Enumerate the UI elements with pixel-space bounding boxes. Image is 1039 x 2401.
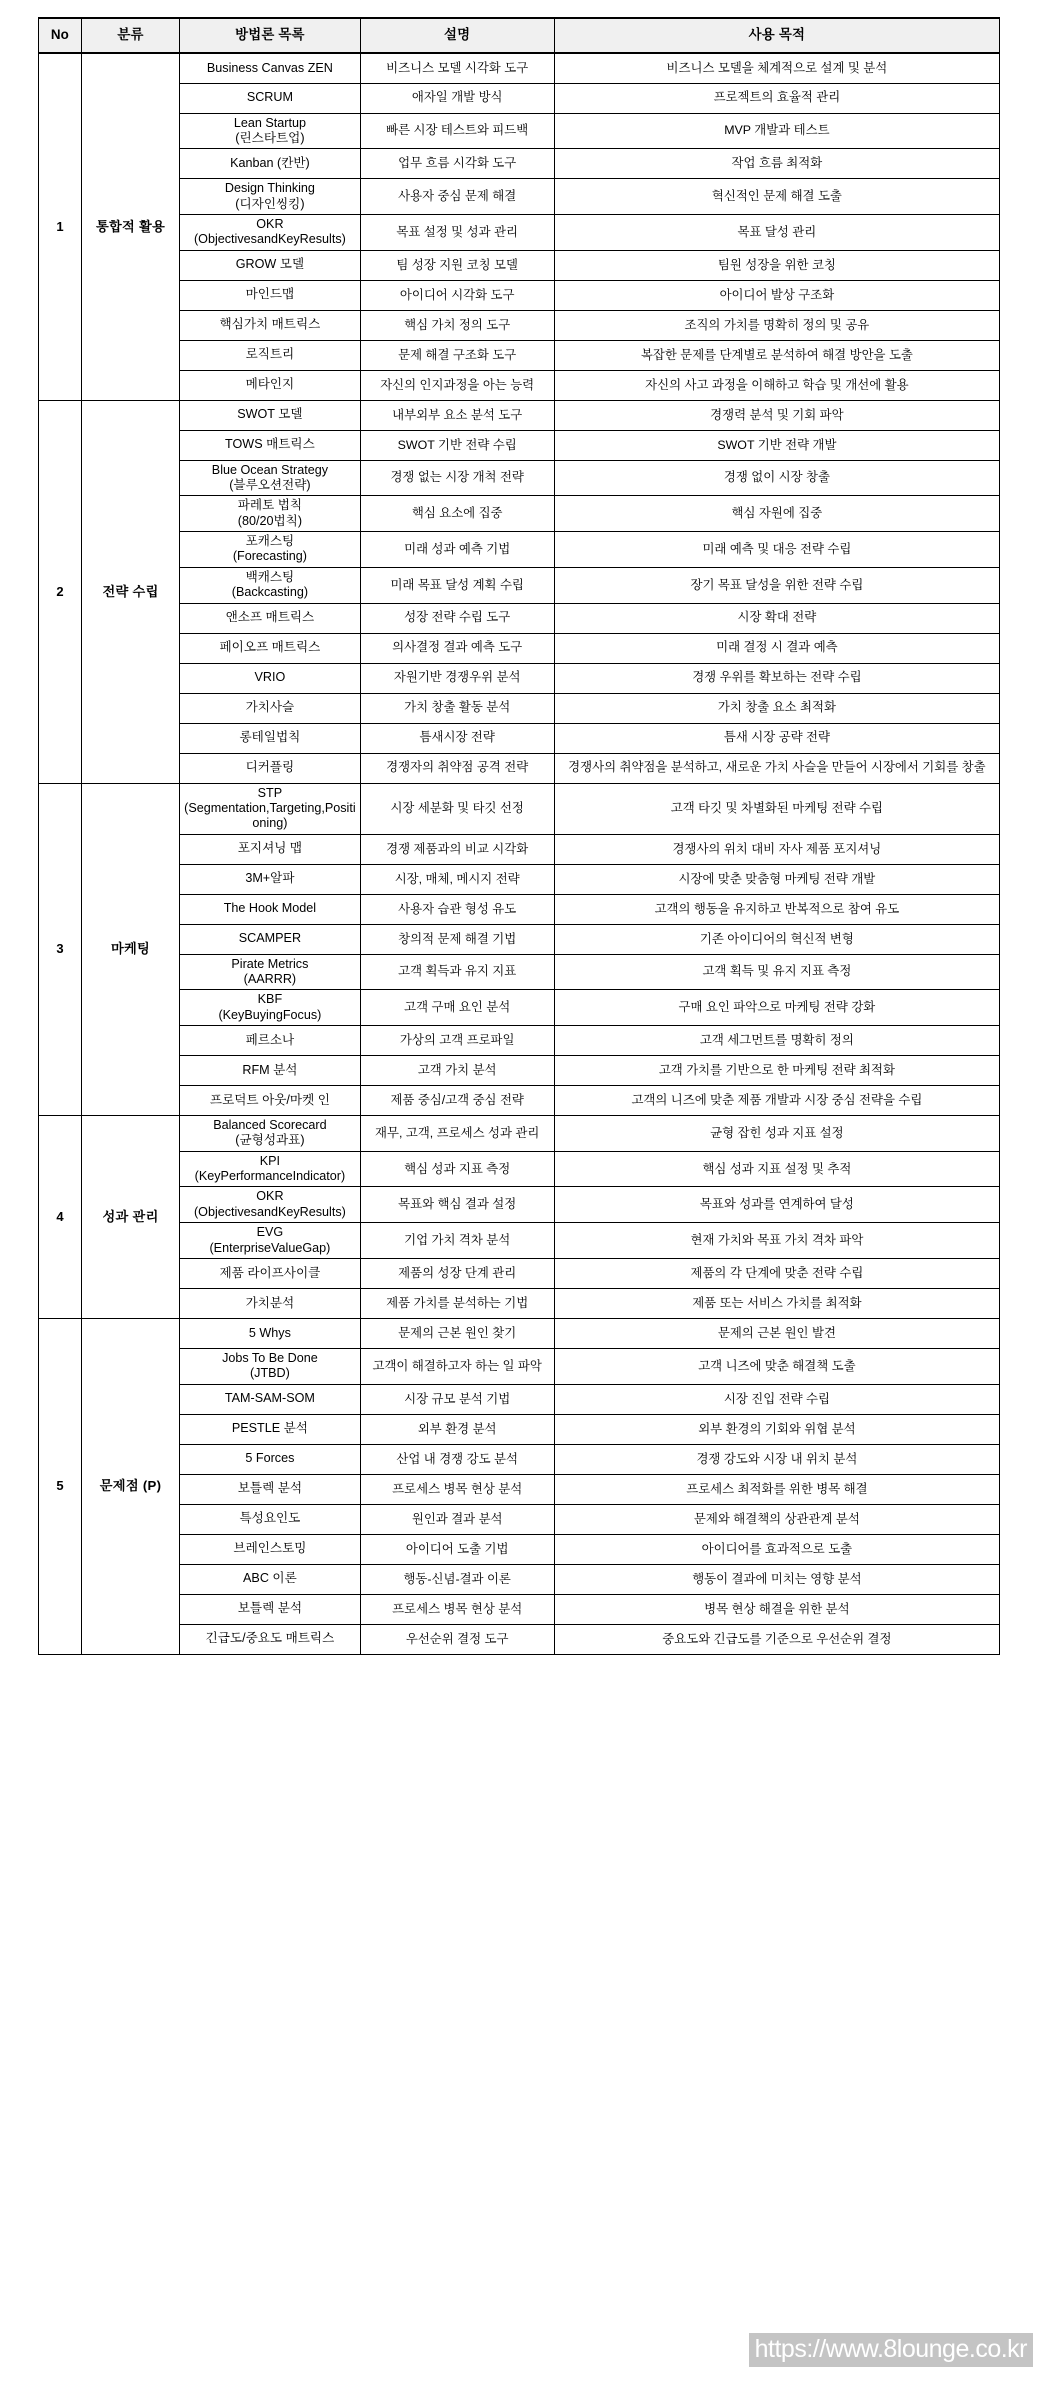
cell-method-name: Blue Ocean Strategy (블루오션전략)	[180, 460, 360, 496]
cell-method-purpose: 문제와 해결책의 상관관계 분석	[554, 1504, 999, 1534]
table-row	[39, 834, 1000, 864]
cell-method-name: 5 Forces	[180, 1444, 360, 1474]
cell-method-description: 원인과 결과 분석	[360, 1504, 554, 1534]
table-row	[39, 214, 1000, 250]
cell-method-description: 프로세스 병목 현상 분석	[360, 1594, 554, 1624]
cell-method-description: 문제의 근본 원인 찾기	[360, 1318, 554, 1348]
cell-method-purpose: 작업 흐름 최적화	[554, 149, 999, 179]
table-row	[39, 693, 1000, 723]
cell-method-name: 가치사슬	[180, 693, 360, 723]
table-row	[39, 1026, 1000, 1056]
cell-method-purpose: 경쟁 우위를 확보하는 전략 수립	[554, 663, 999, 693]
table-row	[39, 280, 1000, 310]
cell-method-name: 보틀렉 분석	[180, 1594, 360, 1624]
cell-group-no: 2	[39, 400, 82, 783]
table-row	[39, 924, 1000, 954]
cell-method-description: 의사결정 결과 예측 도구	[360, 633, 554, 663]
table-row	[39, 1086, 1000, 1116]
table-row	[39, 753, 1000, 783]
cell-method-name: PESTLE 분석	[180, 1414, 360, 1444]
cell-method-name: 롱테일법칙	[180, 723, 360, 753]
cell-method-purpose: 자신의 사고 과정을 이해하고 학습 및 개선에 활용	[554, 370, 999, 400]
table-row	[39, 496, 1000, 532]
cell-method-description: 외부 환경 분석	[360, 1414, 554, 1444]
cell-method-purpose: 장기 목표 달성을 위한 전략 수립	[554, 567, 999, 603]
cell-method-purpose: 고객의 행동을 유지하고 반복적으로 참여 유도	[554, 894, 999, 924]
cell-method-purpose: 틈새 시장 공략 전략	[554, 723, 999, 753]
cell-method-purpose: 고객 니즈에 맞춘 해결책 도출	[554, 1348, 999, 1384]
table-row	[39, 1116, 1000, 1152]
table-row	[39, 430, 1000, 460]
cell-method-name: SCRUM	[180, 83, 360, 113]
table-row	[39, 310, 1000, 340]
cell-method-description: 제품 중심/고객 중심 전략	[360, 1086, 554, 1116]
cell-method-description: SWOT 기반 전략 수립	[360, 430, 554, 460]
cell-method-name: 포지셔닝 맵	[180, 834, 360, 864]
table-row	[39, 894, 1000, 924]
table-row	[39, 864, 1000, 894]
table-row	[39, 567, 1000, 603]
cell-method-description: 시장 규모 분석 기법	[360, 1384, 554, 1414]
table-row	[39, 532, 1000, 568]
cell-method-description: 성장 전략 수립 도구	[360, 603, 554, 633]
cell-method-description: 행동-신념-결과 이론	[360, 1564, 554, 1594]
cell-method-description: 우선순위 결정 도구	[360, 1624, 554, 1654]
cell-method-purpose: 제품의 각 단계에 맞춘 전략 수립	[554, 1258, 999, 1288]
cell-group-category: 전략 수립	[81, 400, 179, 783]
cell-method-description: 시장, 매체, 메시지 전략	[360, 864, 554, 894]
table-row	[39, 783, 1000, 834]
cell-method-name: 제품 라이프사이클	[180, 1258, 360, 1288]
cell-method-purpose: 경쟁 강도와 시장 내 위치 분석	[554, 1444, 999, 1474]
cell-method-purpose: 목표 달성 관리	[554, 214, 999, 250]
table-row	[39, 370, 1000, 400]
cell-method-name: 파레토 법칙 (80/20법칙)	[180, 496, 360, 532]
cell-method-purpose: 조직의 가치를 명확히 정의 및 공유	[554, 310, 999, 340]
cell-method-purpose: 기존 아이디어의 혁신적 변형	[554, 924, 999, 954]
cell-method-name: RFM 분석	[180, 1056, 360, 1086]
cell-method-name: GROW 모델	[180, 250, 360, 280]
cell-method-name: OKR (ObjectivesandKeyResults)	[180, 214, 360, 250]
cell-method-description: 미래 성과 예측 기법	[360, 532, 554, 568]
cell-method-description: 고객 가치 분석	[360, 1056, 554, 1086]
table-row	[39, 1414, 1000, 1444]
cell-method-name: VRIO	[180, 663, 360, 693]
cell-method-purpose: 프로세스 최적화를 위한 병목 해결	[554, 1474, 999, 1504]
cell-method-purpose: 외부 환경의 기회와 위협 분석	[554, 1414, 999, 1444]
cell-method-purpose: 제품 또는 서비스 가치를 최적화	[554, 1288, 999, 1318]
table-row	[39, 1594, 1000, 1624]
cell-method-description: 경쟁 제품과의 비교 시각화	[360, 834, 554, 864]
table-row	[39, 83, 1000, 113]
cell-method-name: 포캐스팅 (Forecasting)	[180, 532, 360, 568]
table-row	[39, 1504, 1000, 1534]
cell-method-purpose: 고객의 니즈에 맞춘 제품 개발과 시장 중심 전략을 수립	[554, 1086, 999, 1116]
table-row	[39, 663, 1000, 693]
table-row	[39, 250, 1000, 280]
cell-method-name: 백캐스팅 (Backcasting)	[180, 567, 360, 603]
cell-method-name: 페이오프 매트릭스	[180, 633, 360, 663]
cell-method-description: 아이디어 시각화 도구	[360, 280, 554, 310]
cell-method-name: 앤소프 매트릭스	[180, 603, 360, 633]
table-row	[39, 1288, 1000, 1318]
cell-method-description: 미래 목표 달성 계획 수립	[360, 567, 554, 603]
table-row	[39, 633, 1000, 663]
cell-method-purpose: 프로젝트의 효율적 관리	[554, 83, 999, 113]
cell-method-purpose: 시장에 맞춘 맞춤형 마케팅 전략 개발	[554, 864, 999, 894]
table-row	[39, 113, 1000, 149]
table-row	[39, 990, 1000, 1026]
column-header-purpose: 사용 목적	[554, 18, 999, 53]
cell-method-description: 사용자 중심 문제 해결	[360, 179, 554, 215]
cell-group-category: 문제점 (P)	[81, 1318, 179, 1654]
cell-group-category: 성과 관리	[81, 1116, 179, 1319]
cell-method-name: Kanban (칸반)	[180, 149, 360, 179]
cell-method-purpose: 고객 세그먼트를 명확히 정의	[554, 1026, 999, 1056]
cell-method-name: 디커플링	[180, 753, 360, 783]
cell-method-description: 고객 획득과 유지 지표	[360, 954, 554, 990]
cell-method-name: Jobs To Be Done (JTBD)	[180, 1348, 360, 1384]
cell-method-name: TAM-SAM-SOM	[180, 1384, 360, 1414]
cell-method-purpose: 병목 현상 해결을 위한 분석	[554, 1594, 999, 1624]
cell-method-description: 목표와 핵심 결과 설정	[360, 1187, 554, 1223]
cell-method-description: 내부외부 요소 분석 도구	[360, 400, 554, 430]
cell-method-description: 팀 성장 지원 코칭 모델	[360, 250, 554, 280]
table-row	[39, 1318, 1000, 1348]
cell-method-purpose: 복잡한 문제를 단계별로 분석하여 해결 방안을 도출	[554, 340, 999, 370]
methodology-table	[38, 17, 1000, 1655]
cell-method-name: Pirate Metrics (AARRR)	[180, 954, 360, 990]
table-row	[39, 400, 1000, 430]
cell-method-name: 특성요인도	[180, 1504, 360, 1534]
cell-method-description: 제품 가치를 분석하는 기법	[360, 1288, 554, 1318]
cell-method-purpose: 고객 가치를 기반으로 한 마케팅 전략 최적화	[554, 1056, 999, 1086]
cell-method-purpose: MVP 개발과 테스트	[554, 113, 999, 149]
cell-method-purpose: 중요도와 긴급도를 기준으로 우선순위 결정	[554, 1624, 999, 1654]
cell-method-purpose: 고객 획득 및 유지 지표 측정	[554, 954, 999, 990]
cell-method-name: 브레인스토밍	[180, 1534, 360, 1564]
cell-method-name: STP (Segmentation,Targeting,Positioning)	[180, 783, 360, 834]
cell-method-name: KBF (KeyBuyingFocus)	[180, 990, 360, 1026]
table-row	[39, 603, 1000, 633]
cell-group-no: 4	[39, 1116, 82, 1319]
cell-method-purpose: 아이디어를 효과적으로 도출	[554, 1534, 999, 1564]
cell-method-name: 로직트리	[180, 340, 360, 370]
table-row	[39, 1534, 1000, 1564]
cell-method-description: 빠른 시장 테스트와 피드백	[360, 113, 554, 149]
cell-method-description: 핵심 성과 지표 측정	[360, 1151, 554, 1187]
watermark-url: https://www.8lounge.co.kr	[749, 2333, 1033, 2367]
cell-method-name: 긴급도/중요도 매트릭스	[180, 1624, 360, 1654]
cell-method-name: 가치분석	[180, 1288, 360, 1318]
cell-method-name: 마인드맵	[180, 280, 360, 310]
cell-method-name: 페르소나	[180, 1026, 360, 1056]
cell-method-purpose: 목표와 성과를 연계하여 달성	[554, 1187, 999, 1223]
table-row	[39, 460, 1000, 496]
cell-method-description: 고객 구매 요인 분석	[360, 990, 554, 1026]
cell-method-name: Business Canvas ZEN	[180, 53, 360, 83]
cell-method-purpose: SWOT 기반 전략 개발	[554, 430, 999, 460]
cell-group-no: 1	[39, 53, 82, 400]
cell-method-description: 고객이 해결하고자 하는 일 파악	[360, 1348, 554, 1384]
cell-method-name: 3M+알파	[180, 864, 360, 894]
cell-method-description: 업무 흐름 시각화 도구	[360, 149, 554, 179]
cell-method-purpose: 행동이 결과에 미치는 영향 분석	[554, 1564, 999, 1594]
cell-method-purpose: 혁신적인 문제 해결 도출	[554, 179, 999, 215]
table-row	[39, 179, 1000, 215]
cell-method-name: Lean Startup (린스타트업)	[180, 113, 360, 149]
cell-method-name: SWOT 모델	[180, 400, 360, 430]
table-row	[39, 1444, 1000, 1474]
cell-method-purpose: 미래 예측 및 대응 전략 수립	[554, 532, 999, 568]
cell-method-description: 재무, 고객, 프로세스 성과 관리	[360, 1116, 554, 1152]
cell-method-description: 가치 창출 활동 분석	[360, 693, 554, 723]
table-row	[39, 340, 1000, 370]
table-row	[39, 1624, 1000, 1654]
cell-method-description: 애자일 개발 방식	[360, 83, 554, 113]
cell-method-name: 프로덕트 아웃/마켓 인	[180, 1086, 360, 1116]
table-row	[39, 954, 1000, 990]
cell-method-name: EVG (EnterpriseValueGap)	[180, 1223, 360, 1259]
cell-method-purpose: 경쟁력 분석 및 기회 파악	[554, 400, 999, 430]
cell-method-description: 자원기반 경쟁우위 분석	[360, 663, 554, 693]
cell-method-name: 메타인지	[180, 370, 360, 400]
cell-method-description: 핵심 요소에 집중	[360, 496, 554, 532]
cell-method-name: The Hook Model	[180, 894, 360, 924]
cell-method-name: ABC 이론	[180, 1564, 360, 1594]
cell-method-description: 비즈니스 모델 시각화 도구	[360, 53, 554, 83]
cell-method-description: 틈새시장 전략	[360, 723, 554, 753]
column-header-method-list: 방법론 목록	[180, 18, 360, 53]
cell-method-description: 사용자 습관 형성 유도	[360, 894, 554, 924]
cell-method-description: 기업 가치 격차 분석	[360, 1223, 554, 1259]
cell-method-description: 목표 설정 및 성과 관리	[360, 214, 554, 250]
cell-method-name: Design Thinking (디자인씽킹)	[180, 179, 360, 215]
cell-method-purpose: 균형 잡힌 성과 지표 설정	[554, 1116, 999, 1152]
cell-method-description: 경쟁 없는 시장 개척 전략	[360, 460, 554, 496]
cell-method-name: 핵심가치 매트릭스	[180, 310, 360, 340]
cell-method-description: 프로세스 병목 현상 분석	[360, 1474, 554, 1504]
cell-method-description: 아이디어 도출 기법	[360, 1534, 554, 1564]
cell-method-description: 자신의 인지과정을 아는 능력	[360, 370, 554, 400]
cell-method-purpose: 핵심 성과 지표 설정 및 추적	[554, 1151, 999, 1187]
column-header-category: 분류	[81, 18, 179, 53]
cell-method-purpose: 핵심 자원에 집중	[554, 496, 999, 532]
table-body	[39, 53, 1000, 1654]
cell-method-purpose: 미래 결정 시 결과 예측	[554, 633, 999, 663]
column-header-no: No	[39, 18, 82, 53]
table-row	[39, 1348, 1000, 1384]
table-row	[39, 1474, 1000, 1504]
cell-group-no: 3	[39, 783, 82, 1116]
cell-method-name: SCAMPER	[180, 924, 360, 954]
table-row	[39, 53, 1000, 83]
cell-method-name: KPI (KeyPerformanceIndicator)	[180, 1151, 360, 1187]
table-header-row	[39, 18, 1000, 53]
table-row	[39, 1384, 1000, 1414]
cell-method-description: 산업 내 경쟁 강도 분석	[360, 1444, 554, 1474]
cell-method-description: 핵심 가치 정의 도구	[360, 310, 554, 340]
cell-method-description: 가상의 고객 프로파일	[360, 1026, 554, 1056]
cell-method-name: 보틀렉 분석	[180, 1474, 360, 1504]
cell-method-purpose: 구매 요인 파악으로 마케팅 전략 강화	[554, 990, 999, 1026]
table-row	[39, 1151, 1000, 1187]
cell-method-description: 경쟁자의 취약점 공격 전략	[360, 753, 554, 783]
table-row	[39, 1258, 1000, 1288]
cell-method-purpose: 시장 확대 전략	[554, 603, 999, 633]
cell-method-purpose: 가치 창출 요소 최적화	[554, 693, 999, 723]
table-header	[39, 18, 1000, 53]
table-row	[39, 1223, 1000, 1259]
cell-method-purpose: 문제의 근본 원인 발견	[554, 1318, 999, 1348]
column-header-description: 설명	[360, 18, 554, 53]
cell-method-name: TOWS 매트릭스	[180, 430, 360, 460]
cell-method-description: 창의적 문제 해결 기법	[360, 924, 554, 954]
cell-method-purpose: 팀원 성장을 위한 코칭	[554, 250, 999, 280]
table-row	[39, 1056, 1000, 1086]
cell-method-description: 제품의 성장 단계 관리	[360, 1258, 554, 1288]
cell-method-purpose: 비즈니스 모델을 체계적으로 설계 및 분석	[554, 53, 999, 83]
cell-method-description: 시장 세분화 및 타깃 선정	[360, 783, 554, 834]
cell-method-name: Balanced Scorecard (균형성과표)	[180, 1116, 360, 1152]
cell-method-purpose: 경쟁 없이 시장 창출	[554, 460, 999, 496]
table-row	[39, 1564, 1000, 1594]
cell-method-purpose: 시장 진입 전략 수립	[554, 1384, 999, 1414]
table-row	[39, 149, 1000, 179]
cell-method-purpose: 아이디어 발상 구조화	[554, 280, 999, 310]
cell-group-category: 마케팅	[81, 783, 179, 1116]
cell-method-purpose: 고객 타깃 및 차별화된 마케팅 전략 수립	[554, 783, 999, 834]
cell-group-category: 통합적 활용	[81, 53, 179, 400]
cell-group-no: 5	[39, 1318, 82, 1654]
cell-method-description: 문제 해결 구조화 도구	[360, 340, 554, 370]
cell-method-purpose: 경쟁사의 취약점을 분석하고, 새로운 가치 사슬을 만들어 시장에서 기회를 창출	[554, 753, 999, 783]
table-row	[39, 1187, 1000, 1223]
cell-method-purpose: 현재 가치와 목표 가치 격차 파악	[554, 1223, 999, 1259]
cell-method-purpose: 경쟁사의 위치 대비 자사 제품 포지셔닝	[554, 834, 999, 864]
table-row	[39, 723, 1000, 753]
cell-method-name: OKR (ObjectivesandKeyResults)	[180, 1187, 360, 1223]
cell-method-name: 5 Whys	[180, 1318, 360, 1348]
